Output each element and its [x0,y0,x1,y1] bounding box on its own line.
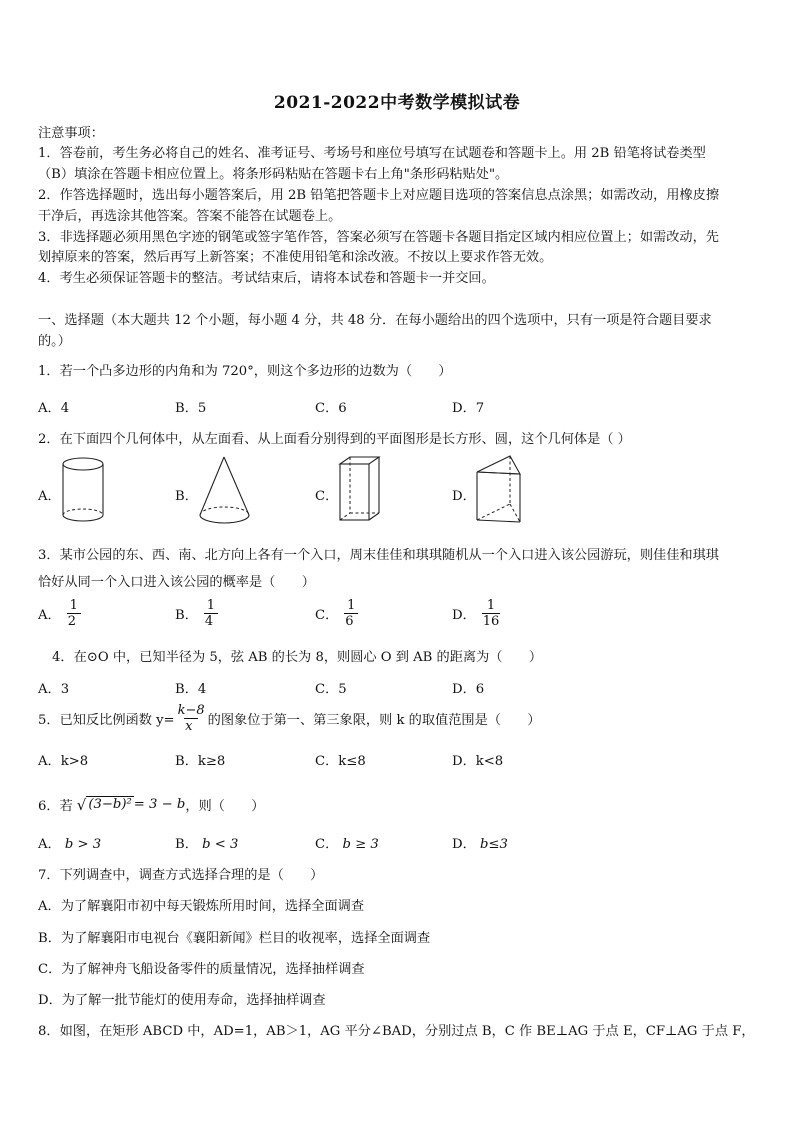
q2-option-b[interactable]: B． [175,489,198,504]
fraction [344,598,358,629]
q6-option-c[interactable] [315,833,379,852]
q3-option-c[interactable] [315,598,358,629]
q3-option-a[interactable] [38,598,81,629]
q5-option-c[interactable]: C．k≤8 [315,754,366,769]
notice-line: 干净后，再选涂其他答案。答案不能答在试题卷上。 [38,209,342,224]
q7-option-a[interactable]: A．为了解襄阳市初中每天锻炼所用时间，选择全面调查 [38,899,365,914]
sqrt-icon: √ [76,795,87,814]
option-label: C． [315,837,339,852]
q3-option-d[interactable] [452,598,500,629]
question-5-stem [38,703,541,734]
numerator: 1 [347,598,356,613]
cone-icon [195,453,255,531]
option-label: A． [38,608,61,623]
triangular-prism-icon [472,452,528,526]
notice-line: （B）填涂在答题卡相应位置上。将条形码粘贴在答题卡右上角"条形码粘贴处"。 [38,167,509,182]
q7-option-c[interactable]: C．为了解神舟飞船设备零件的质量情况，选择抽样调查 [38,962,365,977]
option-label: A． [38,837,61,852]
question-2-stem: 2．在下面四个几何体中，从左面看、从上面看分别得到的平面图形是长方形、圆，这个几何体是（ ） [38,432,631,447]
denominator: 4 [204,613,218,629]
q4-option-b[interactable]: B．4 [175,682,207,697]
q7-option-b[interactable]: B．为了解襄阳市电视台《襄阳新闻》栏目的收视率，选择全面调查 [38,931,431,946]
q3-option-b[interactable] [175,598,218,629]
q6-option-b[interactable] [175,833,238,852]
question-7-stem: 7．下列调查中，调查方式选择合理的是（ ） [38,868,324,883]
denominator: 6 [344,613,358,629]
notice-line: 3．非选择题必须用黑色字迹的钢笔或签字笔作答，答案必须写在答题卡各题目指定区域内相应位置上；如需改动，先 [38,230,719,245]
sqrt-expression [77,796,134,814]
q2-option-d[interactable]: D． [452,489,476,504]
notice-line: 4．考生必须保证答题卡的整洁。考试结束后，请将本试卷和答题卡一并交回。 [38,271,495,286]
q5-stem-post: 的图象位于第一、第三象限，则 k 的取值范围是（ ） [207,713,541,728]
notice-heading: 注意事项： [38,126,104,141]
cuboid-icon [335,454,385,526]
q2-option-c[interactable]: C． [315,489,339,504]
q6-option-a[interactable] [38,833,101,852]
radicand: (3−b)² [88,797,132,812]
question-3-stem: 3．某市公园的东、西、南、北方向上各有一个入口，周末佳佳和琪琪随机从一个入口进入该公园游玩，则佳佳和琪琪 [38,548,719,563]
q6-stem-post: ，则（ ） [185,799,265,814]
q1-option-c[interactable]: C．6 [315,401,347,416]
denominator: 2 [67,613,81,629]
fraction [177,703,206,734]
q6-equation: = 3 − b [133,797,186,812]
option-label: B． [175,608,198,623]
question-1-stem: 1．若一个凸多边形的内角和为 720°，则这个多边形的边数为（ ） [38,364,452,379]
question-3-stem-cont: 恰好从同一个入口进入该公园的概率是（ ） [38,575,315,590]
option-label: B． [175,837,198,852]
q1-option-d[interactable]: D．7 [452,401,485,416]
q5-option-d[interactable]: D．k<8 [452,754,504,769]
notice-line: 划掉原来的答案，然后再写上新答案；不准使用铅笔和涂改液。不按以上要求作答无效。 [38,250,553,265]
option-label: D． [452,837,476,852]
section-heading-cont: 的。） [38,334,71,349]
option-value: b < 3 [202,837,239,852]
q7-option-d[interactable]: D．为了解一批节能灯的使用寿命，选择抽样调查 [38,993,326,1008]
q1-option-b[interactable]: B．5 [175,401,207,416]
fraction [482,598,501,629]
numerator: k−8 [177,703,205,718]
q5-stem-pre: 5．已知反比例函数 y= [38,713,175,728]
question-8-stem: 8．如图，在矩形 ABCD 中，AD=1，AB＞1，AG 平分∠BAD，分别过点 B，C 作 BE⊥AG 于点 E，CF⊥AG 于点 F， [38,1024,755,1039]
denominator: 16 [482,614,500,629]
q6-option-d[interactable] [452,833,508,852]
q5-option-b[interactable]: B．k≥8 [175,754,226,769]
numerator: 1 [206,598,216,613]
question-6-stem [38,795,264,814]
q4-option-a[interactable]: A．3 [38,682,70,697]
option-value: b ≥ 3 [342,837,379,852]
option-label: C． [315,608,339,623]
q6-stem-pre: 6．若 [38,799,73,814]
notice-line: 1．答卷前，考生务必将自己的姓名、准考证号、考场号和座位号填写在试题卷和答题卡上。用 2B 铅笔将试卷类型 [38,146,706,161]
q1-option-a[interactable]: A．4 [38,401,70,416]
denominator: x [184,718,198,734]
page-title: 2021-2022中考数学模拟试卷 [273,93,521,113]
cylinder-icon [58,455,108,527]
question-4-stem: 4．在⊙O 中，已知半径为 5，弦 AB 的长为 8，则圆心 O 到 AB 的距离为（ ） [52,650,543,665]
q5-option-a[interactable]: A．k>8 [38,754,89,769]
option-value: b > 3 [64,837,102,852]
q4-option-d[interactable]: D．6 [452,682,485,697]
q2-option-a[interactable]: A． [38,489,61,504]
option-label: D． [452,608,476,623]
fraction [204,598,218,629]
option-value: b≤3 [479,837,508,852]
fraction [67,598,81,629]
notice-line: 2．作答选择题时，选出每小题答案后，用 2B 铅笔把答题卡上对应题目选项的答案信息点涂黑；如需改动，用橡皮擦 [38,188,720,203]
numerator: 1 [486,598,496,613]
q4-option-c[interactable]: C．5 [315,682,347,697]
section-heading: 一、选择题（本大题共 12 个小题，每小题 4 分，共 48 分．在每小题给出的四个选项中，只有一项是符合题目要求 [38,313,712,328]
numerator: 1 [69,598,78,613]
